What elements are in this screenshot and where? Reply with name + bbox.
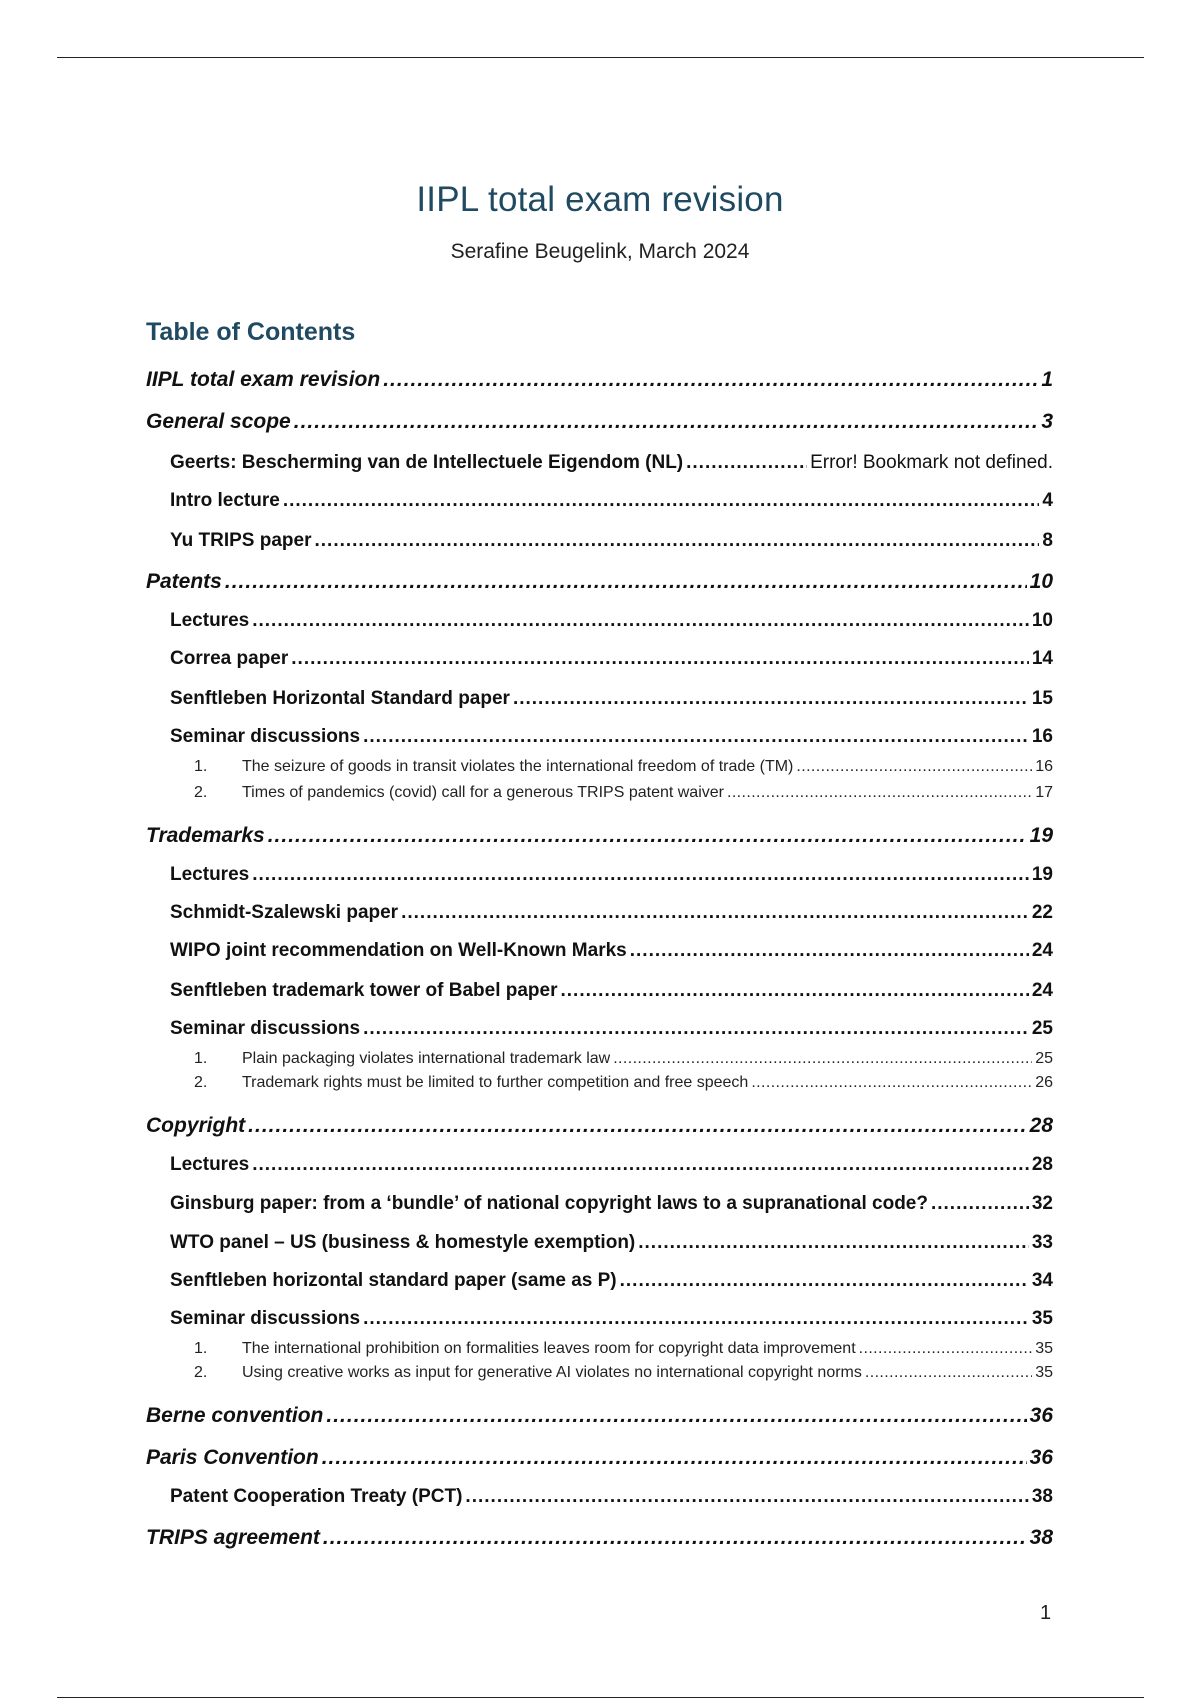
- toc-entry-level-2[interactable]: [170, 1018, 1053, 1040]
- toc-entry-page: 17: [1035, 784, 1053, 801]
- toc-entry-page: 34: [1031, 1270, 1053, 1291]
- toc-entry-page: 8: [1042, 530, 1053, 551]
- toc-entry-page: 19: [1031, 864, 1053, 885]
- toc-entry-level-1[interactable]: [146, 410, 1053, 434]
- toc-entry-label: Times of pandemics (covid) call for a generous TRIPS patent waiver: [242, 784, 724, 801]
- toc-dot-leader: [291, 648, 1029, 670]
- toc-dot-leader: [513, 688, 1029, 710]
- toc-entry-label: Seminar discussions: [170, 726, 361, 747]
- toc-dot-leader: [859, 1340, 1033, 1358]
- toc-entry-level-2[interactable]: [170, 902, 1053, 924]
- toc-entry-level-3[interactable]: [194, 758, 1053, 776]
- toc-dot-leader: [401, 902, 1029, 924]
- toc-entry-level-3[interactable]: [194, 1364, 1053, 1382]
- toc-entry-level-2[interactable]: [170, 530, 1053, 552]
- toc-entry-level-2[interactable]: [170, 1308, 1053, 1330]
- toc-entry-level-2[interactable]: [170, 1232, 1053, 1254]
- toc-entry-label: Correa paper: [170, 648, 289, 669]
- toc-entry-label: Intro lecture: [170, 490, 280, 511]
- toc-dot-leader: [225, 570, 1027, 594]
- toc-dot-leader: [252, 610, 1029, 632]
- toc-entry-level-2[interactable]: [170, 980, 1053, 1002]
- toc-entry-page: 25: [1035, 1050, 1053, 1067]
- toc-entry-level-2[interactable]: [170, 688, 1053, 710]
- toc-entry-level-2[interactable]: [170, 1154, 1053, 1176]
- toc-entry-label: Patents: [146, 570, 222, 593]
- toc-dot-leader: [620, 1270, 1029, 1292]
- toc-entry-label: Berne convention: [146, 1404, 324, 1427]
- toc-entry-label: The seizure of goods in transit violates the international freedom of trade (TM): [242, 758, 794, 775]
- toc-dot-leader: [638, 1232, 1029, 1254]
- toc-entry-page: 36: [1029, 1404, 1053, 1427]
- toc-entry-level-2[interactable]: [170, 610, 1053, 632]
- toc-entry-page: 28: [1031, 1154, 1053, 1175]
- toc-dot-leader: [727, 784, 1032, 802]
- toc-entry-label: Paris Convention: [146, 1446, 319, 1469]
- toc-entry-label: WTO panel – US (business & homestyle exemption): [170, 1232, 636, 1253]
- toc-entry-label: Lectures: [170, 1154, 250, 1175]
- toc-entry-label: WIPO joint recommendation on Well-Known Marks: [170, 940, 627, 961]
- toc-dot-leader: [363, 726, 1029, 748]
- toc-entry-level-3[interactable]: [194, 1074, 1053, 1092]
- toc-entry-page: 14: [1031, 648, 1053, 669]
- toc-entry-level-2[interactable]: [170, 648, 1053, 670]
- toc-dot-leader: [686, 452, 807, 474]
- toc-entry-label: Lectures: [170, 864, 250, 885]
- toc-dot-leader: [252, 864, 1029, 886]
- toc-entry-page: 10: [1029, 570, 1053, 593]
- toc-entry-level-2[interactable]: [170, 490, 1053, 512]
- toc-dot-leader: [751, 1074, 1032, 1092]
- toc-entry-page: 19: [1029, 824, 1053, 847]
- toc-entry-level-1[interactable]: [146, 824, 1053, 848]
- toc-dot-leader: [931, 1193, 1029, 1215]
- toc-entry-level-2[interactable]: [170, 1270, 1053, 1292]
- header-rule: [57, 57, 1144, 58]
- toc-entry-label: The international prohibition on formalities leaves room for copyright data improvement: [242, 1340, 856, 1357]
- document-title: IIPL total exam revision: [416, 180, 784, 219]
- toc-entry-page: 16: [1035, 758, 1053, 775]
- toc-entry-label: Trademarks: [146, 824, 265, 847]
- toc-dot-leader: [465, 1486, 1028, 1508]
- toc-entry-label: Senftleben Horizontal Standard paper: [170, 688, 510, 709]
- toc-entry-level-2[interactable]: [170, 940, 1053, 962]
- toc-entry-page: 38: [1031, 1486, 1053, 1507]
- toc-entry-page: 35: [1031, 1308, 1053, 1329]
- toc-dot-leader: [561, 980, 1029, 1002]
- toc-entry-level-2[interactable]: [170, 1486, 1053, 1508]
- toc-entry-page: 36: [1029, 1446, 1053, 1469]
- toc-entry-label: Trademark rights must be limited to further competition and free speech: [242, 1074, 749, 1091]
- footer-rule: [57, 1697, 1144, 1698]
- toc-entry-level-3[interactable]: [194, 1340, 1053, 1358]
- toc-entry-label: Seminar discussions: [170, 1308, 361, 1329]
- toc-entry-page: 1: [1041, 368, 1053, 391]
- toc-entry-level-1[interactable]: [146, 1404, 1053, 1428]
- toc-entry-page: 15: [1031, 688, 1053, 709]
- toc-entry-label: Ginsburg paper: from a ‘bundle’ of national copyright laws to a supranational code?: [170, 1193, 928, 1214]
- toc-entry-label: Senftleben horizontal standard paper (same as P): [170, 1270, 617, 1291]
- toc-entry-page: 33: [1031, 1232, 1053, 1253]
- page-number: 1: [1040, 1602, 1052, 1624]
- toc-entry-number: 1.: [194, 758, 208, 775]
- toc-entry-label: Plain packaging violates international trademark law: [242, 1050, 611, 1067]
- document-subtitle: Serafine Beugelink, March 2024: [450, 240, 750, 263]
- toc-dot-leader: [865, 1364, 1032, 1382]
- toc-entry-label: Schmidt-Szalewski paper: [170, 902, 399, 923]
- toc-entry-level-2[interactable]: [170, 864, 1053, 886]
- toc-entry-page: 35: [1035, 1364, 1053, 1381]
- toc-entry-label: Geerts: Bescherming van de Intellectuele Eigendom (NL): [170, 452, 684, 473]
- toc-entry-label: Yu TRIPS paper: [170, 530, 312, 551]
- toc-dot-leader: [294, 410, 1039, 434]
- toc-entry-page: 24: [1031, 980, 1053, 1001]
- toc-dot-leader: [630, 940, 1029, 962]
- toc-entry-page: 26: [1035, 1074, 1053, 1091]
- toc-dot-leader: [796, 758, 1032, 776]
- toc-entry-label: Lectures: [170, 610, 250, 631]
- toc-entry-page: 10: [1031, 610, 1053, 631]
- toc-entry-level-1[interactable]: [146, 570, 1053, 594]
- toc-dot-leader: [252, 1154, 1029, 1176]
- toc-entry-label: Using creative works as input for generative AI violates no international copyright norms: [242, 1364, 862, 1381]
- toc-entry-level-1[interactable]: [146, 368, 1053, 392]
- toc-dot-leader: [314, 530, 1039, 552]
- toc-entry-label: General scope: [146, 410, 291, 433]
- toc-entry-number: 2.: [194, 1364, 208, 1381]
- toc-entry-label: Patent Cooperation Treaty (PCT): [170, 1486, 463, 1507]
- toc-dot-leader: [268, 824, 1027, 848]
- toc-entry-number: 2.: [194, 1074, 208, 1091]
- toc-entry-number: 2.: [194, 784, 208, 801]
- toc-entry-number: 1.: [194, 1050, 208, 1067]
- toc-dot-leader: [322, 1446, 1027, 1470]
- toc-dot-leader: [613, 1050, 1032, 1068]
- toc-entry-label: TRIPS agreement: [146, 1526, 320, 1549]
- toc-heading: Table of Contents: [146, 318, 356, 346]
- toc-dot-leader: [283, 490, 1040, 512]
- toc-entry-level-3[interactable]: [194, 784, 1053, 802]
- toc-entry-level-2[interactable]: [170, 1193, 1053, 1215]
- toc-entry-level-1[interactable]: [146, 1114, 1053, 1138]
- toc-entry-level-2[interactable]: [170, 452, 1053, 474]
- toc-entry-page: 4: [1042, 490, 1053, 511]
- toc-dot-leader: [363, 1018, 1029, 1040]
- toc-entry-label: IIPL total exam revision: [146, 368, 381, 391]
- toc-entry-level-1[interactable]: [146, 1446, 1053, 1470]
- toc-dot-leader: [383, 368, 1038, 392]
- toc-entry-level-2[interactable]: [170, 726, 1053, 748]
- toc-entry-page: 3: [1041, 410, 1053, 433]
- toc-entry-page: Error! Bookmark not defined.: [810, 452, 1053, 473]
- toc-dot-leader: [323, 1526, 1027, 1550]
- toc-entry-page: 32: [1031, 1193, 1053, 1214]
- toc-entry-page: 25: [1031, 1018, 1053, 1039]
- toc-entry-level-1[interactable]: [146, 1526, 1053, 1550]
- toc-dot-leader: [326, 1404, 1026, 1428]
- toc-entry-page: 35: [1035, 1340, 1053, 1357]
- toc-entry-page: 24: [1031, 940, 1053, 961]
- toc-dot-leader: [248, 1114, 1026, 1138]
- toc-entry-label: Copyright: [146, 1114, 246, 1137]
- toc-entry-page: 22: [1031, 902, 1053, 923]
- toc-entry-page: 28: [1029, 1114, 1053, 1137]
- toc-entry-page: 16: [1031, 726, 1053, 747]
- toc-entry-label: Seminar discussions: [170, 1018, 361, 1039]
- toc-entry-page: 38: [1029, 1526, 1053, 1549]
- toc-entry-number: 1.: [194, 1340, 208, 1357]
- toc-entry-label: Senftleben trademark tower of Babel paper: [170, 980, 558, 1001]
- toc-dot-leader: [363, 1308, 1029, 1330]
- toc-entry-level-3[interactable]: [194, 1050, 1053, 1068]
